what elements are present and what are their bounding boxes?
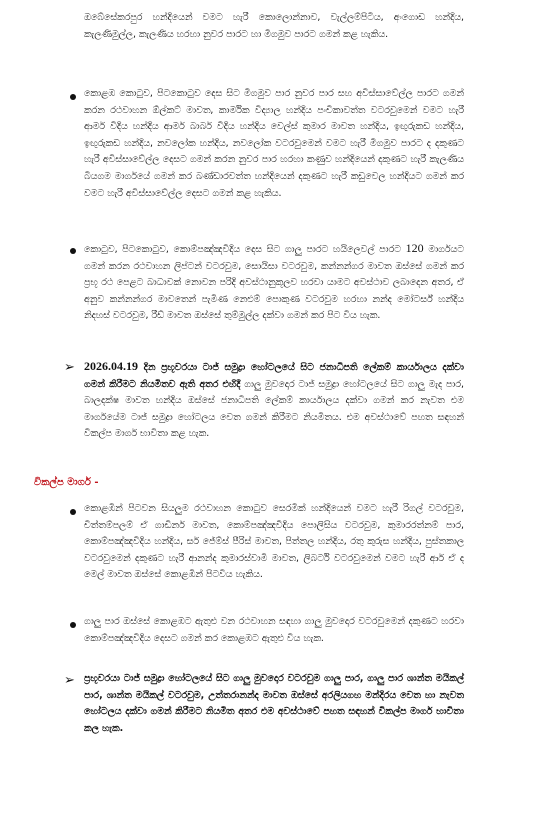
event-paragraph-1-text: ගාලු මුවදොර ටාජ් සමුද්‍රා හෝටලයේ සිට ගාලු මැද පාර, බාලදක්ෂ මාවත හන්දිය ඔස්සේ ජනාධිපති ලේකම් කාර්යාලය දක්වා ගමන් කර නැවත එම මාර්ගයේම ටාජ් සමුද්‍රා හෝටලය වෙත ගමන් කිරීමට නියමිතය. එම අවස්ථාවේ පහත සඳහන් විකල්ප මාර්ග භාවිතා කළ හැක. — [84, 378, 464, 440]
route-paragraph-2-text-b: මාර්ගයට ගමන් කරන රථවාහන ලිප්ටන් වටරවුම, සොයිසා වටරවුම, කන්නන්ගර මාවත ඔස්සේ ගමන් කර ප්‍රභූ රථ පෙළට බාධාවක් නොවන පරිදි අවස්ථානුකූලව හරවා යාමට අවස්ථාව ලබාදෙන අතර, ඒ අනුව කන්නන්ගර මාවතෙන් පැමිණ නෙළුම් පොකුණ වටරවුම හරහා නන්ද මෝටර්ස් හන්දිය නිදහස් වටරවුම, රීඩ් මාවත ඔස්සේ තුම්මුල්ල දක්වා ගමන් කර පිට විය හැක. — [84, 244, 465, 322]
route-number: 120 — [405, 241, 424, 255]
route-paragraph-2 — [84, 240, 464, 325]
route-paragraph-1: කොළඹ කොටුව, පිටකොටුව දෙස සිට මීගමුව පාර නුවර පාර සහ අවිස්සාවේල්ල පාරට ගමන් කරන රථවාහන ඕල්කට් මාවත, කාර්මික විද්‍යාල හන්දිය පංචිකාවත්ත වටරවුමෙන් වමට හැරී ආමර් වීදිය හන්දිය ආමර් බාබර් වීදිය හන්දිය වෙල්ස් කුමාර මාවත හන්දිය, ඉඟුරුකඩ හන්දිය, ඉඟුරුකඩ හන්දිය, නවලෝක හන්දිය, නවලෝක වටරවුමෙන් වමට හැරී මීගමුව පාරට ද දකුණට හැරී අවිස්සාවේල්ල දෙසට ගමන් කරන නුවර පාර හරහා කණුව හන්දියෙන් දකුණට හැරී කැලණිය බියගම මාර්ගයේ ගමන් කර බණ්ඩාරවත්ත හන්දියෙන් දකුණට හැරී කඩුවෙල හන්දියට ගමන් කර වමට හැරී අවිස්සාවේල්ල දෙසට ගමන් කළ හැකිය. — [84, 88, 464, 199]
bullet-dot — [70, 509, 76, 515]
alternate-route-paragraph-1: කොළඹින් පිටවන සියලුම රථවාහන කොටුව සෙරමික් හන්දියෙන් වමට හැරී රිගල් වටරවුම, චිත්තම්පලම් ඒ ගාඩිනර් මාවත, කොම්පඤ්ඤවීදිය පොලිසිය වටරවුම, කුමාරරත්නම් පාර, කොම්පඤ්ඤවීදිය හන්දිය, සර් ජේම්ස් පීරිස් මාවත, පිත්තල හන්දිය, රතු කුරුස හන්දිය, පුස්තකාල වටරවුමෙන් දකුණට හැරී ආනන්ද කුමාරස්වාමි මාවත, ලිබර්ටි වටරවුමෙන් වමට හැරී ආර් ඒ ද මෙල් මාවත ඔස්සේ කොළඹින් පිටවිය හැකිය. — [84, 503, 464, 581]
event-paragraph-1 — [84, 358, 464, 443]
bullet-dot — [70, 622, 76, 628]
intro-paragraph: ඔබේසේකරපුර හන්දියෙන් වමට හැරී කොලොන්නාව, වැල්ලම්පිටිය, අංගොඩ හන්දිය, කැලණිමුල්ල, කැලණිය හරහා නුවර පාරට හා මීගමුව පාරට ගමන් කළ හැකිය. — [84, 12, 464, 40]
event-paragraph-2: ප්‍රභූවරයා ටාජ් සමුද්‍රා හෝටලයේ සිට ගාලු මුවදොර වටරවුම ගාලු පාර, ගාලු පාර ශාන්ත මයිකල් පාර, ශාන්ත මයිකල් වටරවුම, උත්තරානන්ද මාවත ඔස්සේ අරලියගහ මන්දිරය වෙත හා නැවත හෝටලය දක්වා ගමන් කිරීමට නියමිත අතර එම අවස්ථාවේ පහත සඳහන් විකල්ප මාර්ග භාවිතා කල හැක. — [84, 673, 464, 734]
bullet-dot — [70, 94, 76, 100]
arrow-bullet-icon: ➢ — [64, 673, 75, 688]
arrow-bullet-icon: ➢ — [64, 360, 75, 375]
bullet-dot — [70, 248, 76, 254]
route-paragraph-2-text-a: කොටුව, පිටකොටුව, කොම්පඤ්ඤවීදිය දෙස සිට ගාලු පාරට හයිලෙවල් පාරට — [84, 244, 401, 255]
event-paragraph-1-bold: දින ප්‍රභූවරයා ටාජ් සමුද්‍රා හෝටලයේ සිට ජනාධිපති ලේකම් කාර්යාලය දක්වා ගමන් කිරීමට නියමිතව ඇති අතර එහිදී — [84, 362, 465, 390]
alternate-route-paragraph-2: ගාලු පාර ඔස්සේ කොළඹට ඇතුළු වන රථවාහන සඳහා ගාලු මුවදොර වටරවුමෙන් දකුණට හරවා කොම්පඤ්ඤවීදිය දෙසට ගමන් කර කොළඹට ඇතුළු විය හැක. — [84, 616, 464, 644]
event-date: 2026.04.19 — [84, 359, 138, 373]
alternate-routes-heading: විකල්ප මාර්ග - — [34, 477, 99, 488]
